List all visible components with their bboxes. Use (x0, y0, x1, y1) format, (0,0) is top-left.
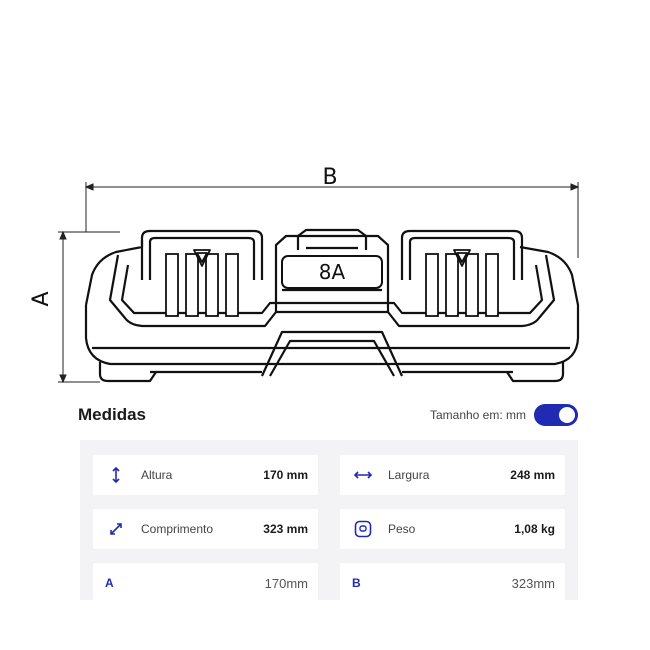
letter-value: 323mm (511, 575, 555, 591)
vertical-arrows-icon (105, 464, 127, 486)
weight-icon (352, 518, 374, 540)
diagonal-arrows-icon (105, 518, 127, 540)
measure-label: Largura (388, 468, 430, 482)
charger-body (86, 230, 578, 381)
measure-card-height (93, 455, 318, 495)
height-letter: A (29, 291, 54, 307)
toggle-knob (559, 407, 575, 423)
measure-label: Comprimento (141, 522, 214, 536)
letter-value: 170mm (264, 575, 308, 591)
device-label: 8A (318, 260, 346, 284)
letter-key: B (352, 576, 361, 590)
measure-card-length (93, 509, 318, 549)
horizontal-arrows-icon (352, 464, 374, 486)
unit-toggle-group (430, 404, 578, 426)
width-letter: B (322, 165, 338, 190)
width-dimension (86, 182, 578, 258)
letter-key: A (105, 576, 114, 590)
measure-label: Altura (141, 468, 173, 482)
measure-value: 248 mm (510, 468, 555, 482)
charger-dimension-diagram (0, 150, 650, 390)
measure-label: Peso (388, 522, 416, 536)
letter-card-b (340, 563, 565, 600)
measure-value: 1,08 kg (514, 522, 555, 536)
measures-title: Medidas (78, 405, 147, 424)
unit-label: Tamanho em: mm (429, 408, 526, 422)
measure-card-weight (340, 509, 565, 549)
unit-toggle[interactable] (534, 404, 578, 426)
measures-panel (80, 440, 578, 600)
measure-card-width (340, 455, 565, 495)
measure-value: 170 mm (263, 468, 308, 482)
measure-value: 323 mm (263, 522, 308, 536)
letter-card-a (93, 563, 318, 600)
